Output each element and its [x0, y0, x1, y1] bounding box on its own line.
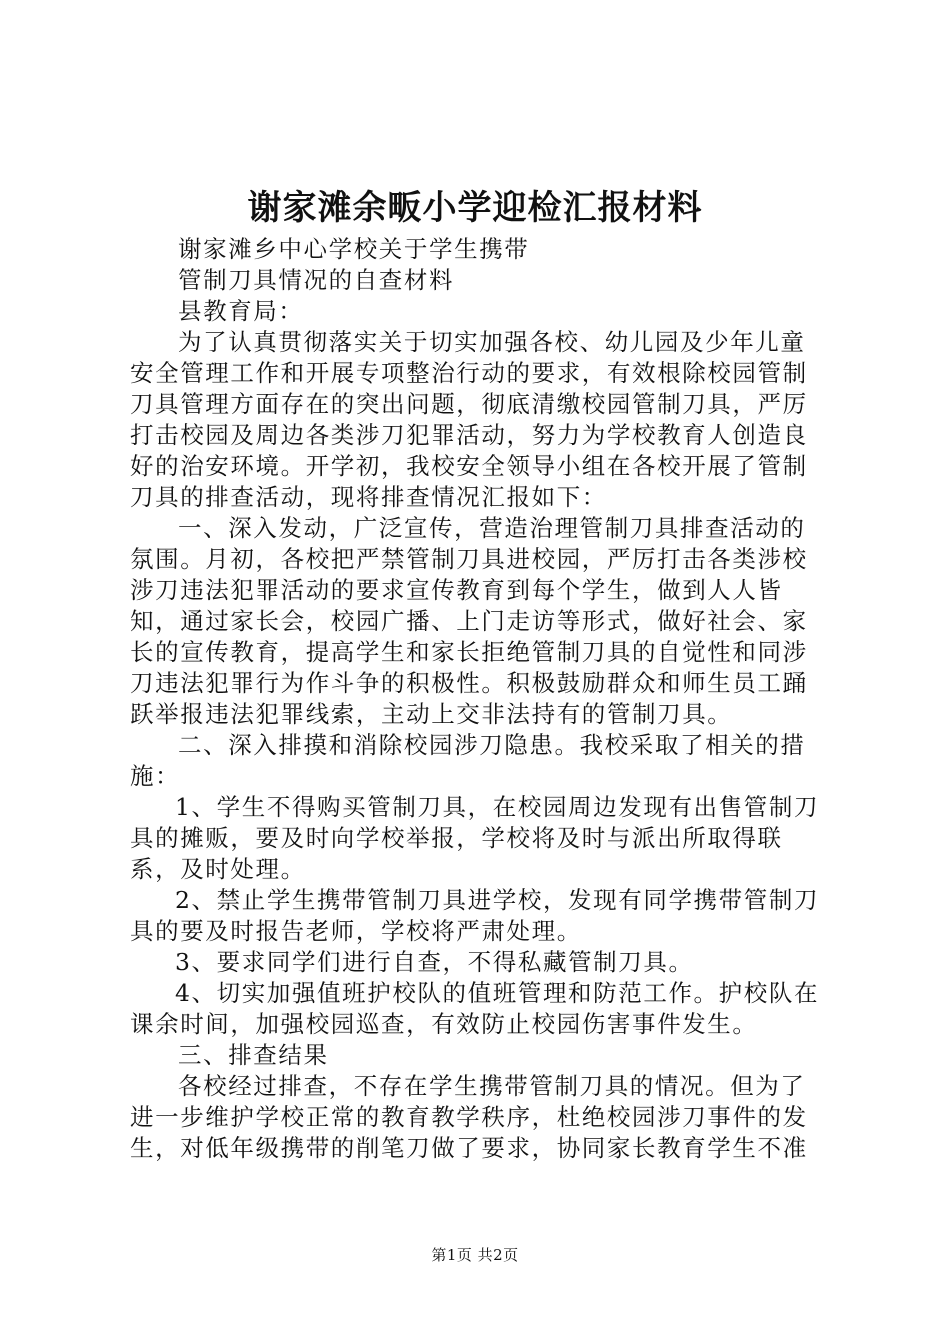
measure-item-2: 2、禁止学生携带管制刀具进学校，发现有同学携带管制刀具的要及时报告老师，学校将严肃处理。 [130, 886, 820, 945]
page-footer: 第1页 共2页 [431, 1246, 519, 1264]
measure-item-4: 4、切实加强值班护校队的值班管理和防范工作。护校队在课余时间，加强校园巡查，有效防止校园伤害事件发生。 [130, 979, 820, 1038]
subtitle-line-2: 管制刀具情况的自查材料 [178, 266, 455, 294]
section-3-heading: 三、排查结果 [178, 1041, 329, 1069]
measure-item-1: 1、学生不得购买管制刀具，在校园周边发现有出售管制刀具的摊贩，要及时向学校举报，学校将及时与派出所取得联系，及时处理。 [130, 793, 820, 883]
measure-item-3: 3、要求同学们进行自查，不得私藏管制刀具。 [175, 948, 694, 976]
document-title: 谢家滩余畈小学迎检汇报材料 [247, 188, 703, 228]
paragraph-section-1: 一、深入发动，广泛宣传，营造治理管制刀具排查活动的氛围。月初，各校把严禁管制刀具进校园，严厉打击各类涉校涉刀违法犯罪活动的要求宣传教育到每个学生，做到人人皆知，通过家长会，校园广播、上门走访等形式，做好社会、家长的宣传教育，提高学生和家长拒绝管制刀具的自觉性和同涉刀违法犯罪行为作斗争的积极性。积极鼓励群众和师生员工踊跃举报违法犯罪线索，主动上交非法持有的管制刀具。 [130, 514, 808, 728]
paragraph-results: 各校经过排查，不存在学生携带管制刀具的情况。但为了进一步维护学校正常的教育教学秩序，杜绝校园涉刀事件的发生，对低年级携带的削笔刀做了要求，协同家长教育学生不准 [130, 1072, 808, 1162]
paragraph-intro: 为了认真贯彻落实关于切实加强各校、幼儿园及少年儿童安全管理工作和开展专项整治行动的要求，有效根除校园管制刀具管理方面存在的突出问题，彻底清缴校园管制刀具，严厉打击校园及周边各类涉刀犯罪活动，努力为学校教育人创造良好的治安环境。开学初，我校安全领导小组在各校开展了管制刀具的排查活动，现将排查情况汇报如下： [130, 328, 808, 511]
document-body [130, 234, 830, 1164]
salutation: 县教育局： [178, 297, 304, 325]
paragraph-section-2: 二、深入排摸和消除校园涉刀隐患。我校采取了相关的措施： [130, 731, 806, 790]
subtitle-line-1: 谢家滩乡中心学校关于学生携带 [178, 235, 530, 263]
